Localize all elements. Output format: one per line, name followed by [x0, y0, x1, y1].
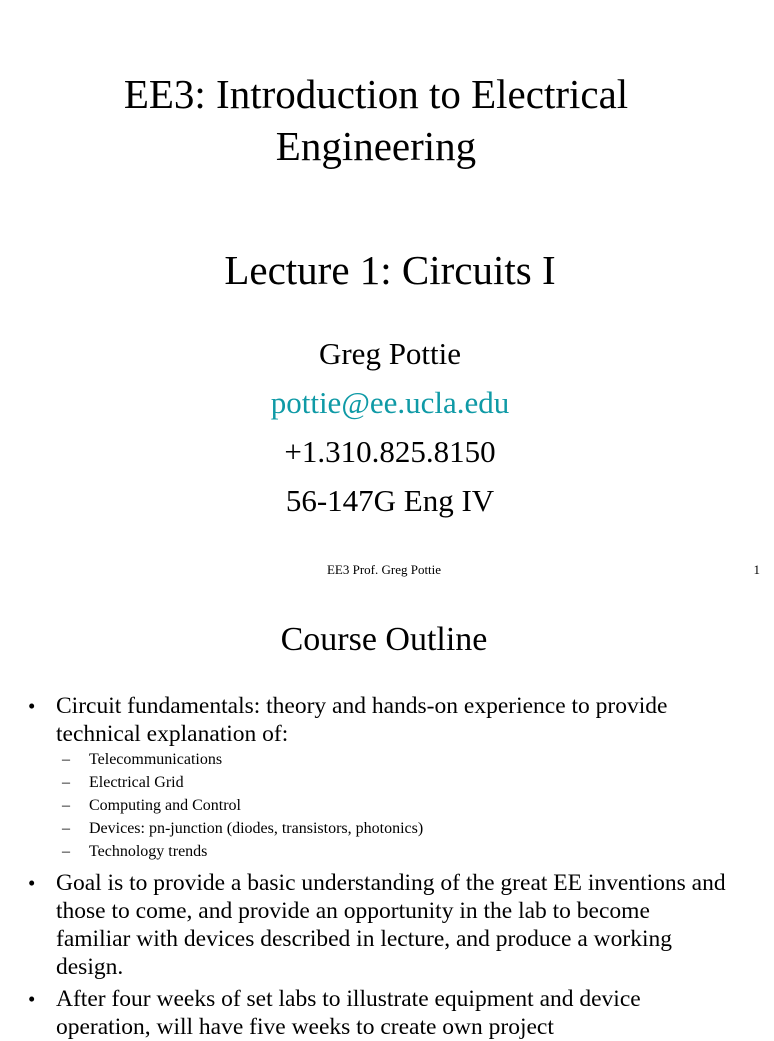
- dash-icon: –: [62, 843, 70, 860]
- sub-item-text: Devices: pn-junction (diodes, transistors, photonics): [89, 820, 424, 837]
- dash-icon: –: [62, 751, 70, 768]
- outline-bullet: [28, 869, 728, 981]
- outline-title: Course Outline: [280, 621, 488, 658]
- outline-bullet: [28, 985, 728, 1041]
- author-phone: +1.310.825.8150: [284, 434, 496, 469]
- bullet-icon: •: [28, 694, 36, 718]
- bullet-text: Goal is to provide a basic understanding of the great EE inventions and those to come, and provide an opportunity in the lab to become familiar with devices described in lecture, and produce a working design.: [56, 870, 726, 980]
- author-email-link[interactable]: pottie@ee.ucla.edu: [270, 385, 510, 420]
- sub-item-text: Computing and Control: [89, 797, 241, 814]
- dash-icon: –: [62, 797, 70, 814]
- sub-item-text: Telecommunications: [89, 751, 223, 768]
- topic-sub-list: [62, 750, 662, 865]
- sub-list-item: [62, 796, 662, 819]
- author-name: Greg Pottie: [318, 336, 462, 371]
- sub-list-item: [62, 750, 662, 773]
- course-title-line-2: Engineering: [275, 123, 477, 169]
- dash-icon: –: [62, 820, 70, 837]
- author-office: 56-147G Eng IV: [285, 483, 495, 518]
- sub-list-item: [62, 842, 662, 865]
- lecture-title: Lecture 1: Circuits I: [224, 247, 556, 293]
- bullet-text: Circuit fundamentals: theory and hands-on experience to provide technical explanation of:: [56, 693, 668, 747]
- slide-footer: EE3 Prof. Greg Pottie: [326, 562, 442, 577]
- bullet-icon: •: [28, 987, 36, 1011]
- sub-list-item: [62, 819, 662, 842]
- sub-item-text: Electrical Grid: [89, 774, 184, 791]
- course-title: [0, 68, 760, 172]
- bullet-text: After four weeks of set labs to illustrate equipment and device operation, will have five weeks to create own project: [56, 986, 641, 1040]
- dash-icon: –: [62, 774, 70, 791]
- sub-item-text: Technology trends: [89, 843, 208, 860]
- course-title-line-1: EE3: Introduction to Electrical: [123, 71, 629, 117]
- outline-bullet: [28, 692, 728, 748]
- page-number: 1: [753, 562, 760, 577]
- bullet-icon: •: [28, 871, 36, 895]
- sub-list-item: [62, 773, 662, 796]
